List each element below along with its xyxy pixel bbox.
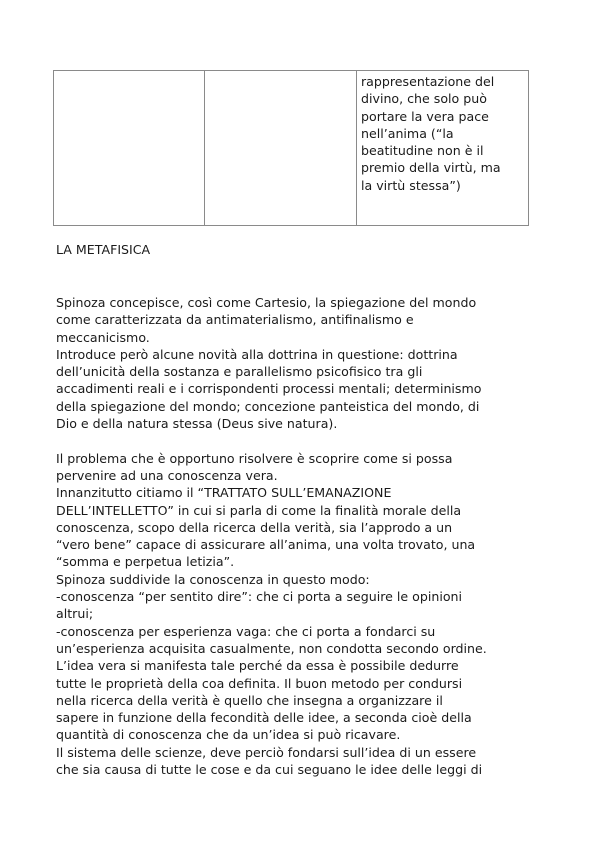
- body-line: -conoscenza “per sentito dire”: che ci porta a seguire le opinioni: [56, 589, 463, 605]
- body-line: nella ricerca della verità è quello che insegna a organizzare il: [56, 692, 443, 708]
- body-line: meccanicismo.: [56, 329, 150, 345]
- paragraph-gap: [56, 432, 540, 449]
- body-text: [56, 294, 540, 778]
- body-line: Il problema che è opportuno risolvere è scoprire come si possa: [56, 450, 453, 466]
- cell-line: rappresentazione del: [361, 74, 495, 89]
- body-line: Innanzitutto citiamo il “TRATTATO SULL’EMANAZIONE: [56, 485, 392, 501]
- continuation-table: [53, 70, 529, 226]
- body-line: della spiegazione del mondo; concezione panteistica del mondo, di: [56, 398, 480, 414]
- body-line: pervenire ad una conoscenza vera.: [56, 467, 278, 483]
- cell-line: beatitudine non è il: [361, 143, 484, 159]
- cell-line: premio della virtù, ma: [361, 160, 501, 176]
- cell-line: la virtù stessa”): [361, 177, 461, 193]
- body-line: dell’unicità della sostanza e parallelismo psicofisico tra gli: [56, 364, 423, 380]
- body-line: Dio e della natura stessa (Deus sive natura).: [56, 416, 338, 432]
- table-cell-empty-1: [54, 71, 205, 226]
- table-row: [54, 71, 529, 226]
- body-line: -conoscenza per esperienza vaga: che ci porta a fondarci su: [56, 623, 436, 639]
- body-line: altrui;: [56, 606, 94, 622]
- body-line: accadimenti reali e i corrispondenti processi mentali; determinismo: [56, 381, 482, 397]
- body-line: Introduce però alcune novità alla dottrina in questione: dottrina: [56, 346, 458, 362]
- table-cell-empty-2: [205, 71, 357, 226]
- body-line: come caratterizzata da antimaterialismo, antifinalismo e: [56, 312, 414, 328]
- body-line: L’idea vera si manifesta tale perché da essa è possibile dedurre: [56, 658, 459, 674]
- body-line: Spinoza concepisce, così come Cartesio, la spiegazione del mondo: [56, 295, 477, 310]
- cell-line: nell’anima (“la: [361, 125, 454, 141]
- body-line: Spinoza suddivide la conoscenza in questo modo:: [56, 571, 370, 587]
- body-line: “vero bene” capace di assicurare all’anima, una volta trovato, una: [56, 537, 476, 553]
- cell-line: divino, che solo può: [361, 91, 487, 107]
- body-line: sapere in funzione della fecondità delle idee, a seconda cioè della: [56, 710, 472, 726]
- body-line: conoscenza, scopo della ricerca della verità, sia l’approdo a un: [56, 519, 453, 535]
- cell-line: portare la vera pace: [361, 108, 489, 124]
- body-line: “somma e perpetua letizia”.: [56, 554, 235, 570]
- body-line: Il sistema delle scienze, deve perciò fondarsi sull’idea di un essere: [56, 744, 477, 760]
- body-line: DELL’INTELLETTO” in cui si parla di come la finalità morale della: [56, 502, 462, 518]
- section-heading: LA METAFISICA: [56, 242, 151, 257]
- body-line: un’esperienza acquisita casualmente, non condotta secondo ordine.: [56, 640, 487, 656]
- body-line: quantità di conoscenza che da un’idea si può ricavare.: [56, 727, 401, 743]
- body-line: tutte le proprietà della coa definita. Il buon metodo per condursi: [56, 675, 463, 691]
- body-line: che sia causa di tutte le cose e da cui seguano le idee delle leggi di: [56, 762, 483, 778]
- table-cell-text: [357, 71, 529, 226]
